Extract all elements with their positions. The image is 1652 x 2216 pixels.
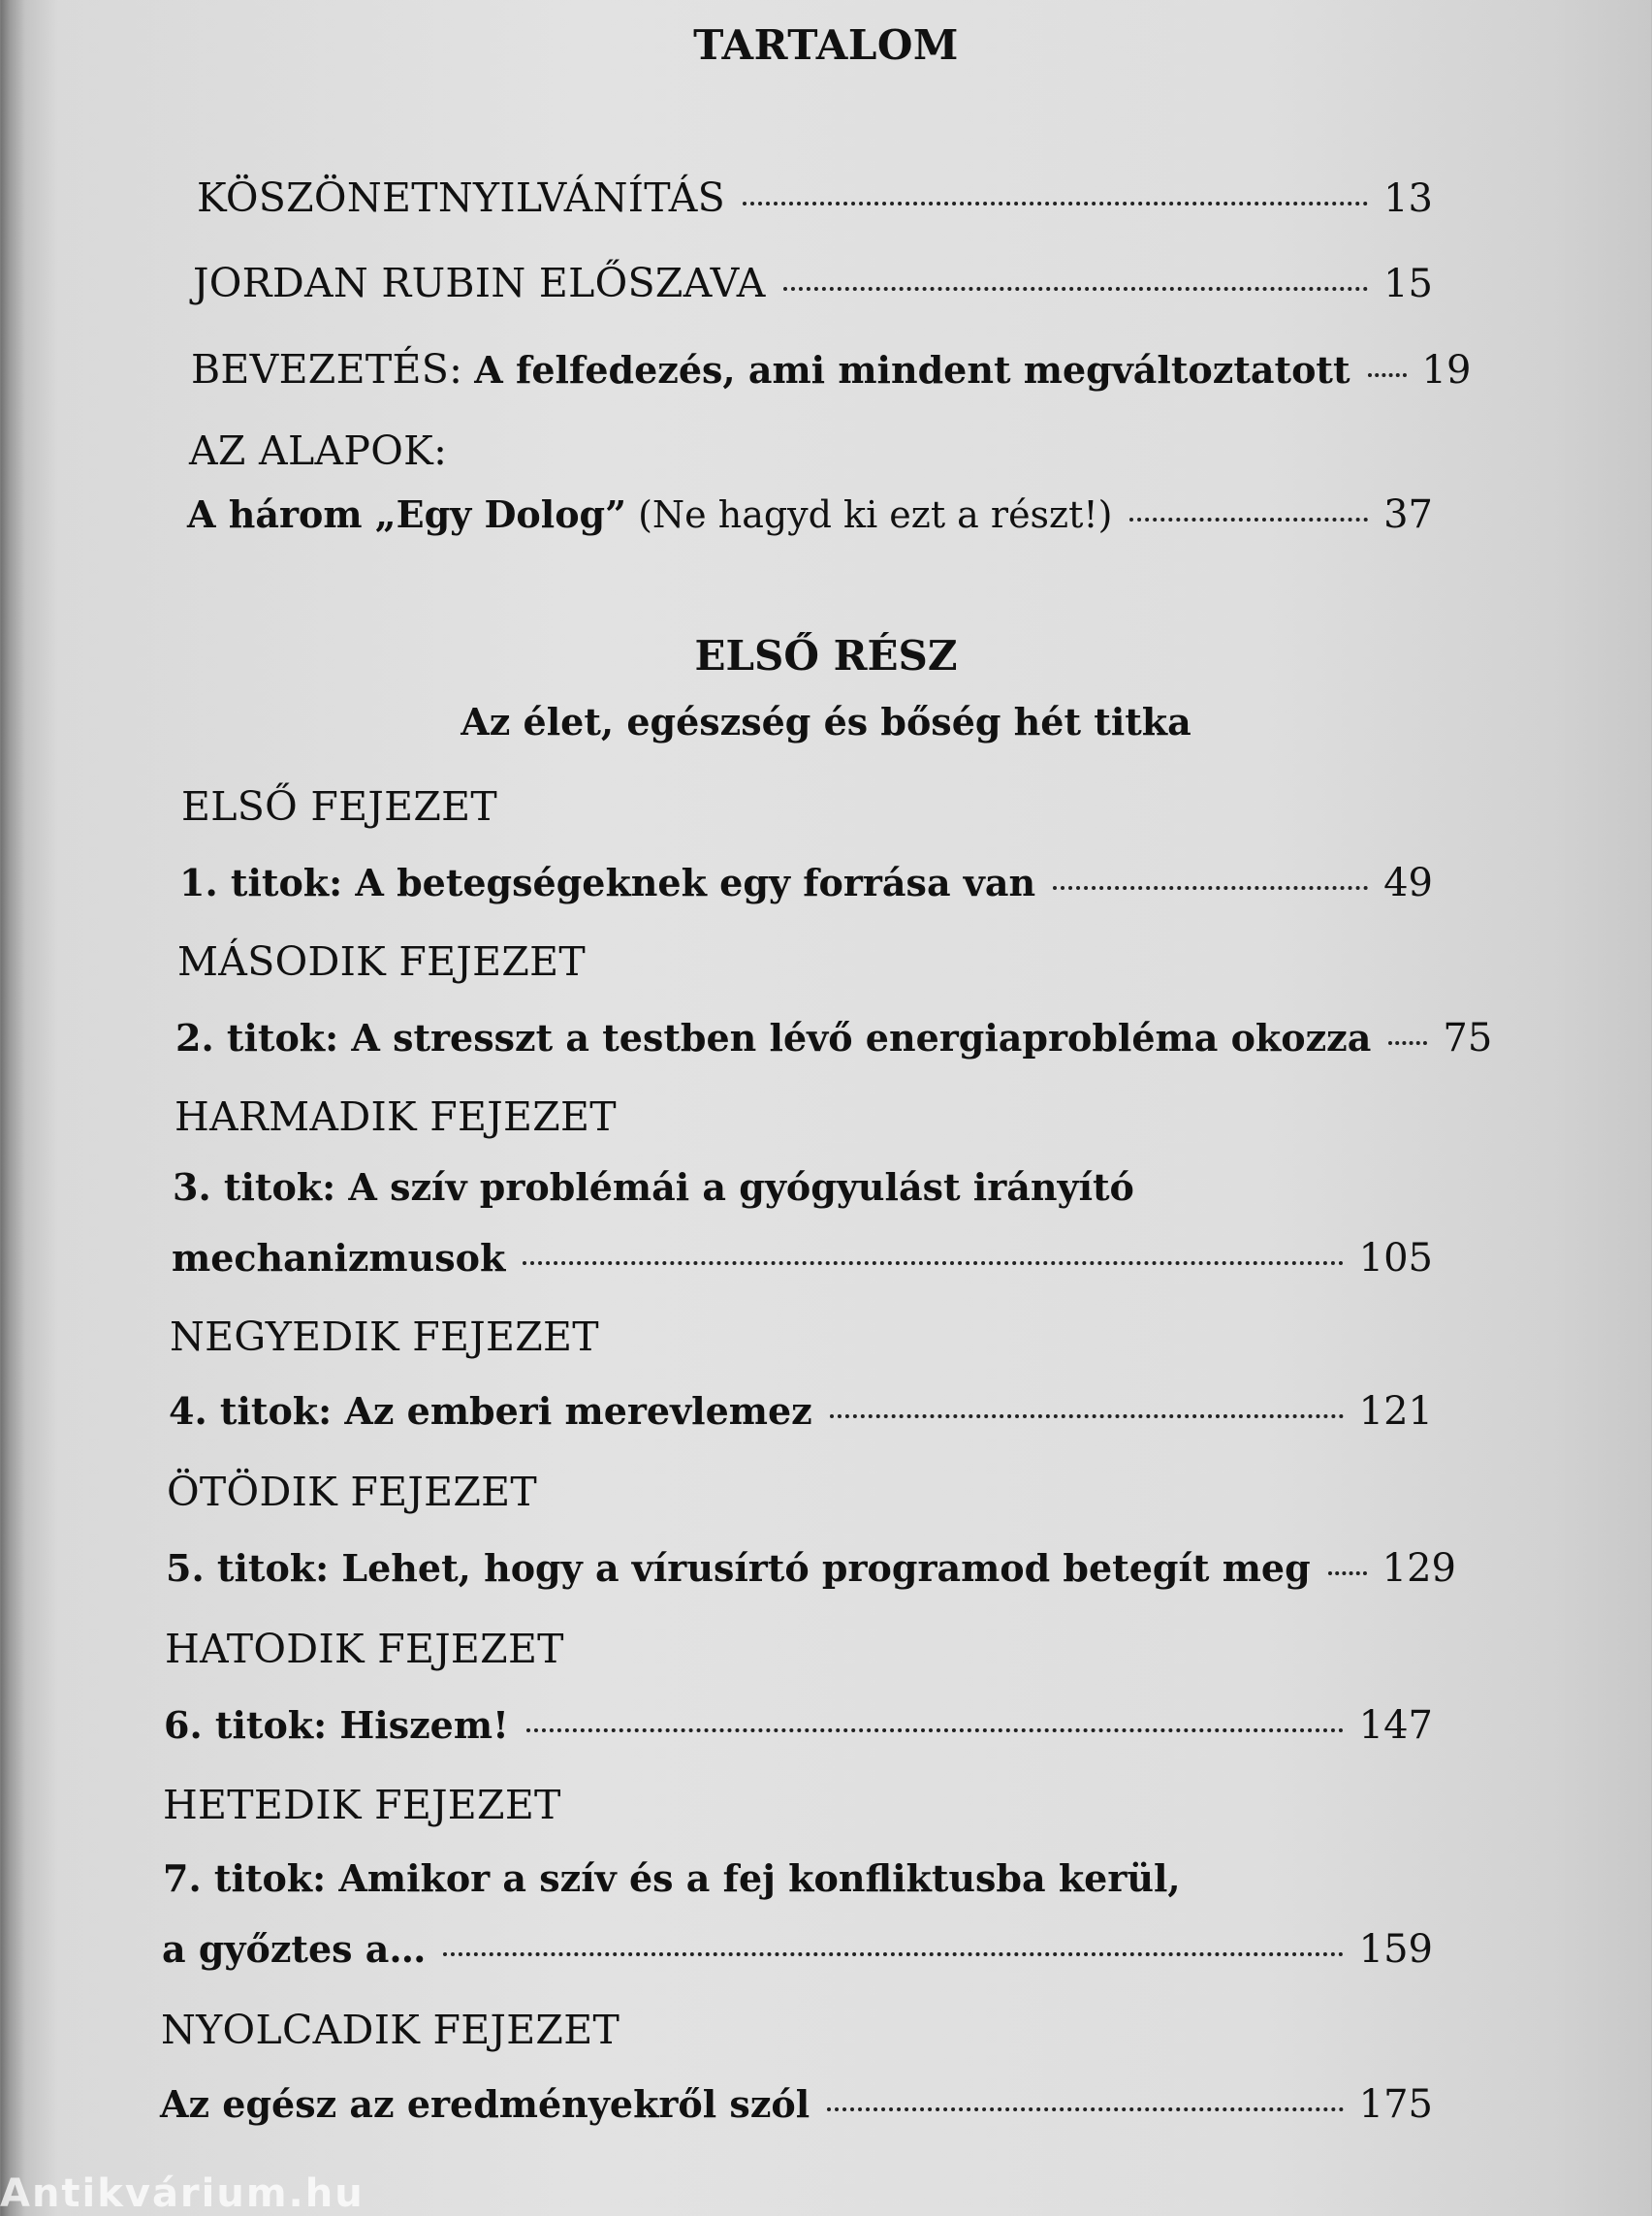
entry-title: 2. titok: A stresszt a testben lévő energiaprobléma okozza bbox=[175, 1016, 1372, 1060]
entry-title: A felfedezés, ami mindent megváltoztatott bbox=[474, 348, 1350, 392]
page-number: 175 bbox=[1358, 2082, 1433, 2127]
toc-entry-chapter bbox=[169, 1389, 1433, 1434]
leader-dots bbox=[1053, 886, 1368, 890]
leader-dots bbox=[1388, 1041, 1427, 1045]
leader-dots bbox=[743, 202, 1368, 206]
toc-entry-chapter bbox=[164, 1703, 1433, 1748]
leader-dots bbox=[523, 1261, 1343, 1265]
entry-label: KÖSZÖNETNYILVÁNÍTÁS bbox=[197, 174, 725, 221]
leader-dots bbox=[443, 1952, 1343, 1956]
entry-title: A három „Egy Dolog” bbox=[187, 492, 626, 536]
toc-heading-basics: AZ ALAPOK: bbox=[189, 427, 448, 474]
chapter-heading: HETEDIK FEJEZET bbox=[163, 1782, 561, 1828]
page-number: 105 bbox=[1358, 1236, 1433, 1281]
leader-dots bbox=[1328, 1571, 1367, 1575]
page-number: 19 bbox=[1421, 348, 1472, 393]
toc-entry-basics bbox=[187, 492, 1433, 537]
entry-title-line: 7. titok: Amikor a szív és a fej konfliktusba kerül, bbox=[163, 1856, 1181, 1900]
chapter-heading: ELSŐ FEJEZET bbox=[181, 783, 497, 830]
entry-title: a győztes a… bbox=[162, 1927, 427, 1971]
entry-title: Az egész az eredményekről szól bbox=[160, 2082, 810, 2126]
toc-entry-chapter bbox=[179, 861, 1433, 905]
entry-title: 5. titok: Lehet, hogy a vírusírtó programod betegít meg bbox=[166, 1546, 1311, 1590]
entry-title-line: 3. titok: A szív problémái a gyógyulást irányító bbox=[173, 1165, 1134, 1209]
chapter-heading: MÁSODIK FEJEZET bbox=[177, 938, 587, 985]
toc-entry-foreword bbox=[193, 260, 1433, 306]
toc-title: TARTALOM bbox=[693, 21, 959, 69]
leader-dots bbox=[526, 1728, 1344, 1732]
leader-dots bbox=[1129, 518, 1368, 522]
toc-entry-chapter bbox=[162, 1927, 1433, 1972]
leader-dots bbox=[830, 1414, 1344, 1418]
page-number: 159 bbox=[1358, 1927, 1433, 1972]
leader-dots bbox=[1368, 373, 1407, 377]
page-number: 121 bbox=[1358, 1389, 1433, 1434]
chapter-heading: HARMADIK FEJEZET bbox=[175, 1093, 617, 1140]
entry-label: JORDAN RUBIN ELŐSZAVA bbox=[193, 260, 766, 306]
toc-entry-chapter bbox=[175, 1016, 1493, 1061]
entry-label-group bbox=[191, 346, 1350, 393]
toc-entry-chapter bbox=[172, 1236, 1433, 1281]
entry-title: mechanizmusok bbox=[172, 1236, 506, 1280]
page-number: 37 bbox=[1383, 492, 1433, 537]
watermark: Antikvárium.hu bbox=[0, 2171, 365, 2216]
page-number: 75 bbox=[1443, 1016, 1493, 1061]
toc-entry-chapter bbox=[160, 2082, 1433, 2127]
entry-label-group bbox=[187, 492, 1112, 536]
page-number: 129 bbox=[1382, 1546, 1457, 1591]
entry-label: BEVEZETÉS: bbox=[191, 346, 463, 393]
page-number: 15 bbox=[1383, 262, 1433, 306]
part-subtitle: Az élet, egészség és bőség hét titka bbox=[461, 700, 1191, 744]
chapter-heading: ÖTÖDIK FEJEZET bbox=[167, 1469, 538, 1515]
entry-title: 6. titok: Hiszem! bbox=[164, 1703, 509, 1747]
part-title: ELSŐ RÉSZ bbox=[694, 632, 958, 680]
chapter-heading: NEGYEDIK FEJEZET bbox=[170, 1314, 599, 1360]
toc-entry-introduction bbox=[191, 346, 1472, 393]
leader-dots bbox=[783, 287, 1368, 291]
chapter-heading: HATODIK FEJEZET bbox=[165, 1626, 564, 1672]
entry-title-note: (Ne hagyd ki ezt a részt!) bbox=[638, 493, 1113, 536]
page-number: 49 bbox=[1383, 861, 1433, 905]
leader-dots bbox=[827, 2107, 1343, 2111]
page-number: 13 bbox=[1383, 176, 1433, 221]
entry-title: 1. titok: A betegségeknek egy forrása van bbox=[179, 861, 1036, 904]
toc-entry-chapter bbox=[166, 1546, 1457, 1591]
chapter-heading: NYOLCADIK FEJEZET bbox=[161, 2007, 620, 2053]
page-number: 147 bbox=[1358, 1703, 1433, 1748]
entry-title: 4. titok: Az emberi merevlemez bbox=[169, 1389, 812, 1433]
toc-entry-acknowledgements bbox=[197, 174, 1433, 221]
